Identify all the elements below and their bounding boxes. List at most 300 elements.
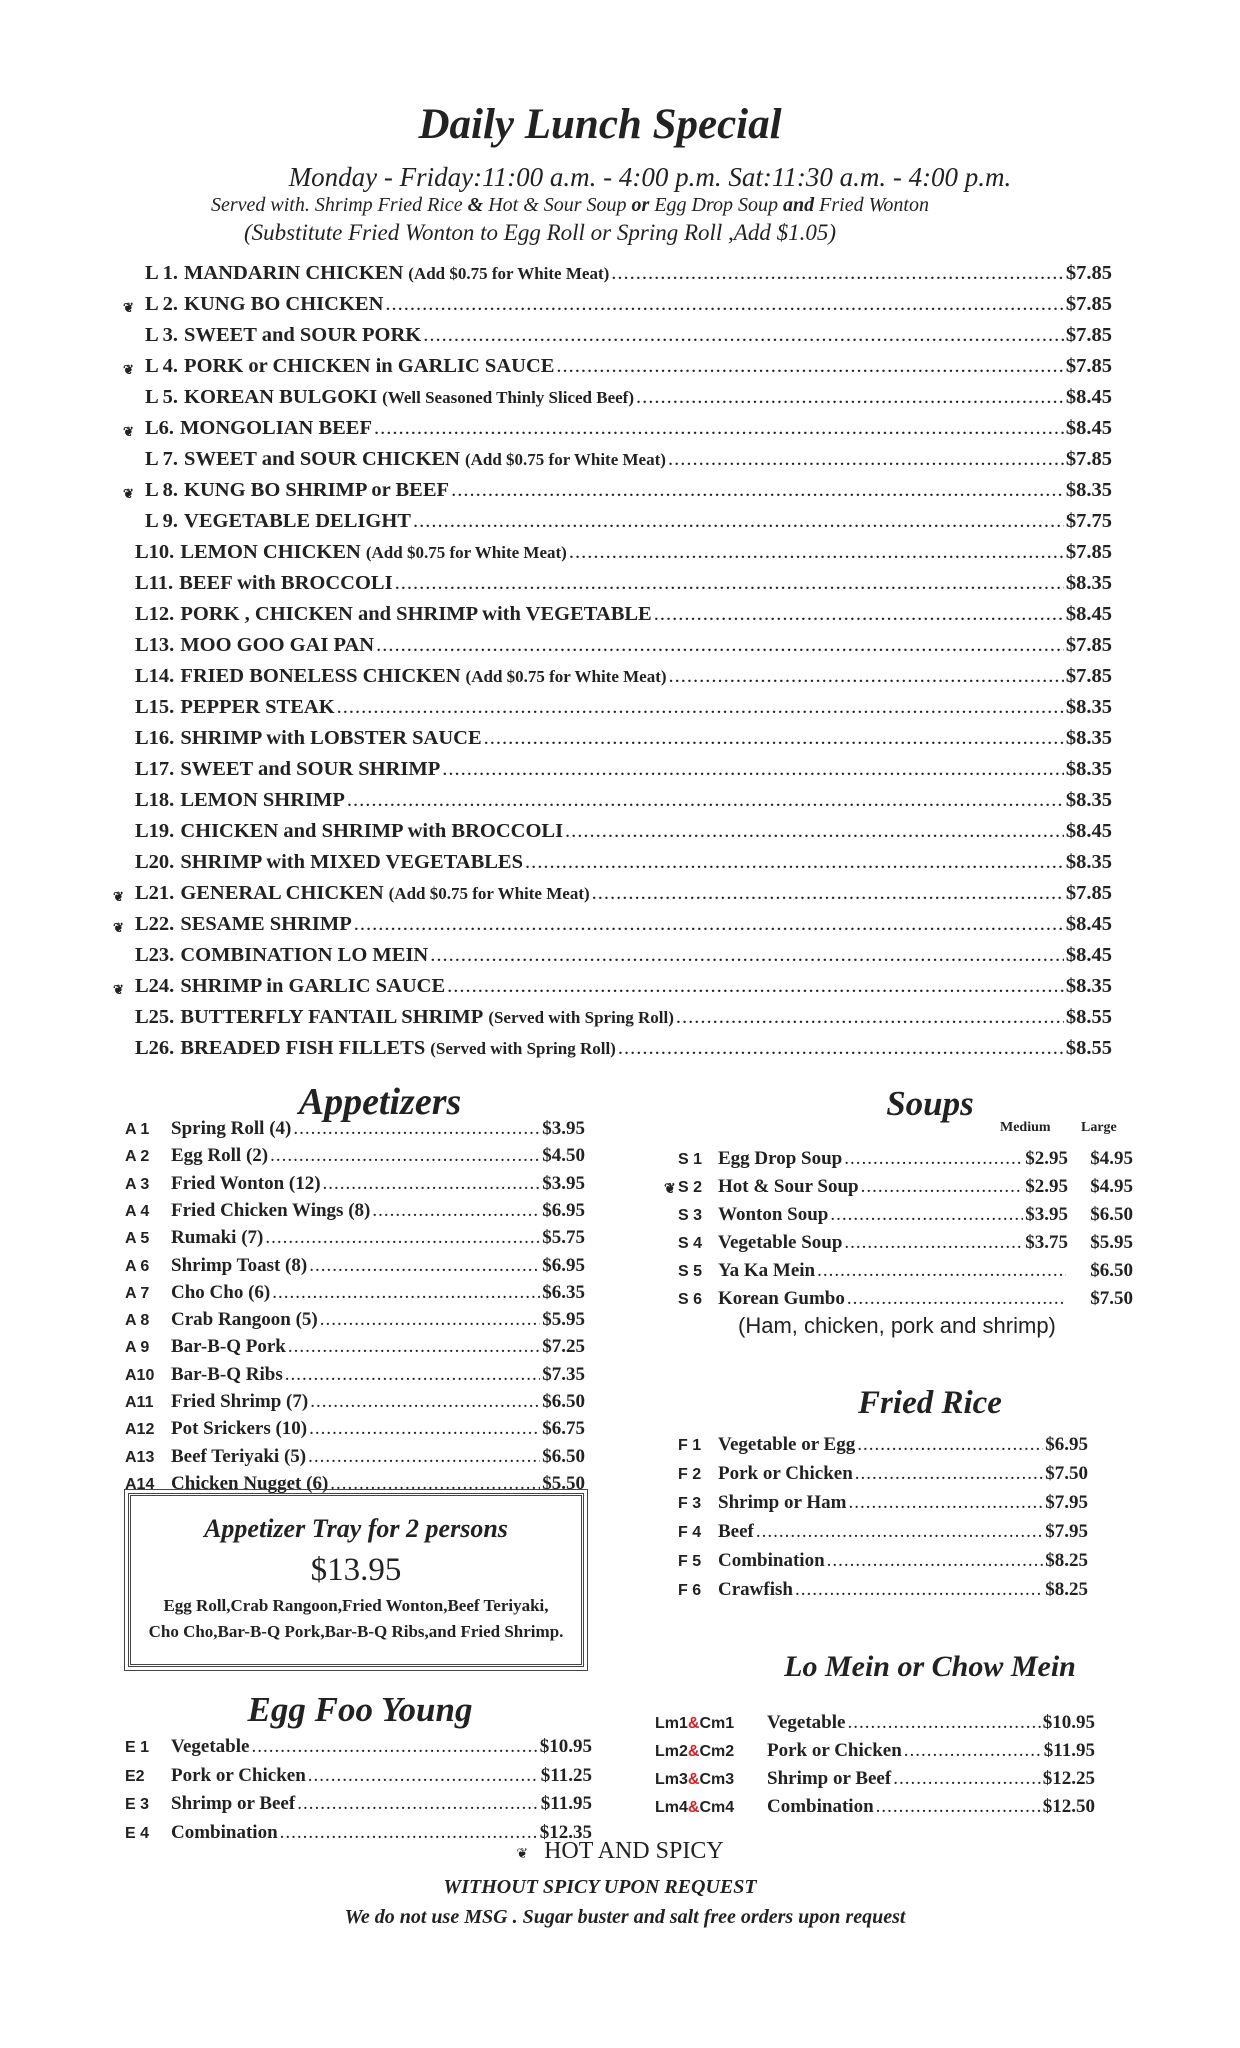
leader-dots bbox=[857, 1434, 1043, 1456]
leader-dots bbox=[354, 913, 1064, 936]
item-name: KOREAN BULGOKI bbox=[184, 386, 378, 408]
lunch-item bbox=[135, 944, 1112, 975]
served-text-2: Hot & Sour Soup bbox=[483, 194, 632, 216]
leader-dots bbox=[893, 1768, 1041, 1790]
tray-price: $13.95 bbox=[310, 1552, 402, 1588]
spicy-legend bbox=[0, 1838, 1240, 1865]
item-code: S 1 bbox=[678, 1151, 703, 1168]
item-name: FRIED BONELESS CHICKEN bbox=[180, 665, 461, 687]
item-code: A14 bbox=[125, 1475, 155, 1493]
hot-pepper-icon: ❦ bbox=[123, 362, 134, 377]
leader-dots bbox=[525, 851, 1064, 874]
lunch-item bbox=[135, 665, 1112, 696]
item-code: L20. bbox=[135, 851, 175, 873]
item-code: S 4 bbox=[678, 1235, 703, 1252]
item-price-large: $4.95 bbox=[1090, 1148, 1133, 1169]
item-name: SHRIMP with MIXED VEGETABLES bbox=[180, 851, 523, 873]
leader-dots bbox=[451, 479, 1064, 502]
leader-dots bbox=[297, 1793, 539, 1815]
served-and: and bbox=[783, 194, 815, 216]
item-code bbox=[655, 1743, 767, 1761]
item-price: $7.50 bbox=[1045, 1463, 1088, 1484]
leader-dots bbox=[395, 572, 1064, 595]
item-price: $7.85 bbox=[1065, 293, 1112, 315]
fried-rice-heading: Fried Rice bbox=[858, 1385, 1002, 1421]
item-code-lo-mein: Lm3 bbox=[655, 1771, 688, 1788]
menu-title: Daily Lunch Special bbox=[418, 101, 782, 148]
legend-text: HOT AND SPICY bbox=[544, 1838, 724, 1864]
menu-item bbox=[125, 1227, 585, 1254]
item-price: $7.85 bbox=[1065, 665, 1112, 687]
menu-item bbox=[125, 1793, 592, 1820]
lo-mein-item bbox=[655, 1712, 1095, 1739]
item-name: Ya Ka Mein bbox=[718, 1260, 816, 1281]
item-code: L24. bbox=[135, 975, 175, 997]
item-price: $6.95 bbox=[542, 1254, 585, 1276]
leader-dots bbox=[669, 665, 1064, 688]
leader-dots bbox=[844, 1148, 1023, 1170]
item-code: E 4 bbox=[125, 1824, 150, 1842]
served-with-line bbox=[0, 194, 1190, 217]
leader-dots bbox=[347, 789, 1064, 812]
item-code: S 6 bbox=[678, 1291, 703, 1308]
item-code: L16. bbox=[135, 727, 175, 749]
item-price: $12.50 bbox=[1042, 1796, 1095, 1817]
item-note: (Well Seasoned Thinly Sliced Beef) bbox=[382, 388, 634, 407]
item-price-medium: $3.95 bbox=[1025, 1204, 1068, 1225]
item-name: Egg Drop Soup bbox=[718, 1148, 843, 1169]
item-price: $7.85 bbox=[1065, 355, 1112, 377]
item-name: Wonton Soup bbox=[718, 1204, 829, 1225]
lunch-item bbox=[135, 851, 1112, 882]
item-name: SWEET and SOUR CHICKEN bbox=[184, 448, 460, 470]
item-name: Spring Roll (4) bbox=[171, 1118, 292, 1139]
item-code: L11. bbox=[135, 572, 174, 594]
item-name: MOO GOO GAI PAN bbox=[180, 634, 375, 656]
menu-item bbox=[125, 1309, 585, 1336]
leader-dots bbox=[430, 944, 1064, 967]
item-name: CHICKEN and SHRIMP with BROCCOLI bbox=[180, 820, 564, 842]
leader-dots bbox=[676, 1006, 1064, 1029]
item-price-large: $6.50 bbox=[1090, 1204, 1133, 1225]
item-code: L6. bbox=[145, 417, 175, 439]
item-name: Beef bbox=[718, 1521, 754, 1542]
item-price: $8.35 bbox=[1065, 975, 1112, 997]
leader-dots bbox=[385, 293, 1064, 316]
item-name: Bar-B-Q Pork bbox=[171, 1336, 286, 1358]
item-code: L 1. bbox=[145, 262, 179, 284]
item-name: Beef Teriyaki (5) bbox=[171, 1445, 307, 1467]
item-name: MANDARIN CHICKEN bbox=[184, 262, 404, 284]
item-price: $3.95 bbox=[542, 1118, 585, 1139]
leader-dots bbox=[592, 882, 1064, 905]
soup-item bbox=[678, 1148, 1133, 1175]
hot-pepper-icon: ❦ bbox=[123, 424, 134, 439]
item-code bbox=[655, 1799, 767, 1817]
item-code: F 6 bbox=[678, 1582, 702, 1599]
item-price: $7.95 bbox=[1045, 1521, 1088, 1542]
item-price-large: $7.50 bbox=[1090, 1288, 1133, 1309]
item-price: $11.25 bbox=[540, 1764, 592, 1786]
leader-dots bbox=[618, 1037, 1064, 1060]
item-price: $5.75 bbox=[542, 1227, 585, 1249]
lunch-item bbox=[135, 696, 1112, 727]
item-price: $7.85 bbox=[1065, 882, 1112, 904]
item-code: A 1 bbox=[125, 1121, 150, 1138]
item-price: $7.35 bbox=[542, 1363, 585, 1385]
item-name: Fried Shrimp (7) bbox=[171, 1391, 309, 1412]
item-name: Egg Roll (2) bbox=[171, 1145, 269, 1167]
item-code: S 5 bbox=[678, 1263, 703, 1280]
item-price: $6.75 bbox=[542, 1418, 585, 1440]
item-code: L21. bbox=[135, 882, 175, 904]
leader-dots bbox=[611, 262, 1064, 285]
menu-item bbox=[125, 1255, 585, 1282]
leader-dots bbox=[374, 417, 1064, 440]
item-price: $11.95 bbox=[540, 1793, 592, 1814]
item-code: L23. bbox=[135, 944, 175, 966]
item-price: $7.85 bbox=[1065, 448, 1112, 470]
soup-item bbox=[678, 1204, 1133, 1231]
ampersand: & bbox=[687, 1743, 700, 1760]
leader-dots bbox=[309, 1255, 540, 1277]
item-price-medium: $2.95 bbox=[1025, 1176, 1068, 1197]
hours-line: Monday - Friday:11:00 a.m. - 4:00 p.m. Sat:11:30 a.m. - 4:00 p.m. bbox=[288, 162, 1012, 192]
item-name: MONGOLIAN BEEF bbox=[180, 417, 372, 439]
lunch-item bbox=[145, 262, 1112, 293]
item-price: $7.75 bbox=[1065, 510, 1112, 532]
item-name: SHRIMP in GARLIC SAUCE bbox=[180, 975, 446, 997]
item-name: COMBINATION LO MEIN bbox=[180, 944, 429, 966]
menu-item bbox=[125, 1391, 585, 1418]
leader-dots bbox=[861, 1176, 1024, 1198]
leader-dots bbox=[847, 1288, 1066, 1310]
item-name: Korean Gumbo bbox=[718, 1288, 845, 1309]
item-code: A 6 bbox=[125, 1257, 150, 1275]
item-name: Shrimp or Beef bbox=[171, 1793, 296, 1814]
appetizer-tray-box bbox=[128, 1493, 584, 1667]
menu-item bbox=[678, 1521, 1088, 1548]
menu-item bbox=[125, 1173, 585, 1200]
leader-dots bbox=[795, 1579, 1043, 1601]
soup-col-large: Large bbox=[1081, 1120, 1117, 1135]
item-name: Shrimp or Beef bbox=[767, 1768, 892, 1789]
menu-item bbox=[678, 1579, 1088, 1606]
item-code: S 3 bbox=[678, 1207, 703, 1224]
item-price-medium: $2.95 bbox=[1025, 1148, 1068, 1169]
hot-pepper-icon: ❦ bbox=[664, 1182, 676, 1197]
item-name: Vegetable bbox=[171, 1736, 250, 1757]
leader-dots bbox=[270, 1145, 540, 1167]
item-code: A 8 bbox=[125, 1312, 150, 1330]
item-name: Crab Rangoon (5) bbox=[171, 1309, 318, 1331]
tray-description bbox=[131, 1593, 581, 1645]
leader-dots bbox=[285, 1364, 541, 1386]
item-note: (Served with Spring Roll) bbox=[430, 1039, 616, 1058]
leader-dots bbox=[817, 1260, 1066, 1282]
hot-pepper-icon: ❦ bbox=[113, 889, 124, 904]
item-name: Pot Srickers (10) bbox=[171, 1418, 308, 1440]
menu-item bbox=[125, 1765, 592, 1792]
item-code: A12 bbox=[125, 1421, 155, 1439]
item-note: (Add $0.75 for White Meat) bbox=[408, 264, 610, 283]
leader-dots bbox=[309, 1418, 540, 1440]
leader-dots bbox=[337, 696, 1064, 719]
leader-dots bbox=[556, 355, 1063, 378]
item-name: GENERAL CHICKEN bbox=[180, 882, 384, 904]
item-name: BREADED FISH FILLETS bbox=[180, 1037, 426, 1059]
leader-dots bbox=[636, 386, 1064, 409]
lunch-item bbox=[113, 882, 1112, 913]
leader-dots bbox=[447, 975, 1064, 998]
item-code: L14. bbox=[135, 665, 175, 687]
item-price: $6.50 bbox=[542, 1445, 585, 1467]
menu-item bbox=[125, 1200, 585, 1227]
item-code: L25. bbox=[135, 1006, 175, 1028]
item-name: Crawfish bbox=[718, 1579, 793, 1600]
hot-pepper-icon: ❦ bbox=[516, 1847, 529, 1862]
lo-mein-heading: Lo Mein or Chow Mein bbox=[784, 1650, 1076, 1683]
soup-item bbox=[678, 1232, 1133, 1259]
lo-mein-item bbox=[655, 1768, 1095, 1795]
item-price: $8.35 bbox=[1065, 696, 1112, 718]
item-price-large: $6.50 bbox=[1090, 1260, 1133, 1281]
served-or: or bbox=[631, 194, 650, 216]
tray-desc-line-1: Egg Roll,Crab Rangoon,Fried Wonton,Beef Teriyaki, bbox=[163, 1596, 549, 1615]
item-price: $8.45 bbox=[1065, 913, 1112, 935]
item-price: $8.35 bbox=[1065, 758, 1112, 780]
item-code: L19. bbox=[135, 820, 175, 842]
item-price: $8.35 bbox=[1065, 572, 1112, 594]
item-name: BEEF with BROCCOLI bbox=[179, 572, 393, 594]
menu-item bbox=[125, 1418, 585, 1445]
egg-foo-young-heading: Egg Foo Young bbox=[247, 1690, 473, 1729]
item-price: $4.50 bbox=[542, 1145, 585, 1167]
leader-dots bbox=[827, 1550, 1044, 1572]
item-price: $3.95 bbox=[542, 1172, 585, 1194]
leader-dots bbox=[293, 1118, 540, 1140]
leader-dots bbox=[847, 1712, 1040, 1734]
leader-dots bbox=[844, 1232, 1023, 1254]
leader-dots bbox=[442, 758, 1064, 781]
item-code: L13. bbox=[135, 634, 175, 656]
item-code: L 2. bbox=[145, 293, 179, 315]
lunch-item bbox=[135, 820, 1112, 851]
item-name: LEMON SHRIMP bbox=[180, 789, 345, 811]
item-name: Cho Cho (6) bbox=[171, 1281, 271, 1303]
lunch-item bbox=[135, 634, 1112, 665]
item-name: SWEET and SOUR SHRIMP bbox=[180, 758, 441, 780]
item-code: F 4 bbox=[678, 1524, 702, 1541]
item-code: A 9 bbox=[125, 1339, 150, 1357]
leader-dots bbox=[272, 1282, 540, 1304]
menu-item bbox=[125, 1282, 585, 1309]
lunch-item bbox=[123, 417, 1112, 448]
item-code: E2 bbox=[125, 1767, 145, 1785]
item-price: $12.25 bbox=[1042, 1768, 1095, 1789]
item-code: A 5 bbox=[125, 1230, 150, 1248]
item-code-chow-mein: Cm4 bbox=[699, 1799, 735, 1816]
item-price-large: $4.95 bbox=[1090, 1176, 1133, 1197]
lunch-item bbox=[135, 789, 1112, 820]
item-name: VEGETABLE DELIGHT bbox=[184, 510, 411, 532]
leader-dots bbox=[484, 727, 1064, 750]
menu-item bbox=[125, 1446, 585, 1473]
item-code: A 7 bbox=[125, 1284, 150, 1302]
item-note: (Add $0.75 for White Meat) bbox=[388, 884, 590, 903]
item-name: Combination bbox=[767, 1796, 874, 1817]
item-name: PORK or CHICKEN in GARLIC SAUCE bbox=[184, 355, 555, 377]
lunch-item bbox=[135, 758, 1112, 789]
item-code: A 4 bbox=[125, 1202, 150, 1220]
item-code: L 7. bbox=[145, 448, 179, 470]
item-name: Fried Wonton (12) bbox=[171, 1172, 321, 1194]
item-price: $8.25 bbox=[1045, 1550, 1088, 1571]
item-code: F 3 bbox=[678, 1495, 702, 1512]
item-name: Vegetable Soup bbox=[718, 1232, 843, 1253]
leader-dots bbox=[565, 820, 1064, 843]
leader-dots bbox=[265, 1227, 540, 1249]
lo-mein-item bbox=[655, 1740, 1095, 1767]
item-name: Vegetable or Egg bbox=[718, 1434, 856, 1455]
menu-item bbox=[125, 1336, 585, 1363]
item-price-large: $5.95 bbox=[1090, 1232, 1133, 1253]
leader-dots bbox=[413, 510, 1064, 533]
item-price: $6.50 bbox=[542, 1391, 585, 1412]
item-code: F 1 bbox=[678, 1437, 702, 1454]
spicy-note: WITHOUT SPICY UPON REQUEST bbox=[443, 1876, 757, 1898]
menu-item bbox=[678, 1550, 1088, 1577]
item-price: $8.45 bbox=[1065, 386, 1112, 408]
item-price: $8.45 bbox=[1065, 603, 1112, 625]
leader-dots bbox=[668, 448, 1064, 471]
item-name: SHRIMP with LOBSTER SAUCE bbox=[180, 727, 482, 749]
lunch-item bbox=[145, 324, 1112, 355]
item-price: $7.85 bbox=[1065, 262, 1112, 284]
item-price: $8.35 bbox=[1065, 789, 1112, 811]
leader-dots bbox=[308, 1446, 540, 1468]
leader-dots bbox=[251, 1736, 537, 1758]
item-price: $8.25 bbox=[1045, 1579, 1088, 1600]
menu-item bbox=[678, 1463, 1088, 1490]
lunch-item bbox=[113, 975, 1112, 1006]
msg-note: We do not use MSG . Sugar buster and salt free orders upon request bbox=[344, 1906, 906, 1928]
menu-item bbox=[125, 1736, 592, 1763]
hot-pepper-icon: ❦ bbox=[123, 486, 134, 501]
lunch-item bbox=[145, 386, 1112, 417]
lunch-item bbox=[145, 510, 1112, 541]
item-code bbox=[655, 1771, 767, 1789]
item-price: $8.45 bbox=[1065, 417, 1112, 439]
appetizers-heading: Appetizers bbox=[298, 1081, 462, 1123]
item-price: $8.35 bbox=[1065, 727, 1112, 749]
hot-pepper-icon: ❦ bbox=[123, 300, 134, 315]
lunch-item bbox=[135, 541, 1112, 572]
item-name: Pork or Chicken bbox=[171, 1764, 306, 1786]
soup-col-medium: Medium bbox=[1000, 1120, 1051, 1135]
item-code: A11 bbox=[125, 1394, 154, 1411]
item-code: L 5. bbox=[145, 386, 179, 408]
item-name: Shrimp or Ham bbox=[718, 1492, 847, 1513]
item-name: Shrimp Toast (8) bbox=[171, 1254, 308, 1276]
ampersand: & bbox=[687, 1715, 700, 1732]
item-price: $10.95 bbox=[1042, 1712, 1095, 1733]
served-text: Served with. Shrimp Fried Rice bbox=[211, 194, 468, 216]
item-price: $11.95 bbox=[1043, 1740, 1095, 1761]
menu-item bbox=[125, 1145, 585, 1172]
lunch-item bbox=[135, 1037, 1112, 1068]
item-price: $8.55 bbox=[1065, 1037, 1112, 1059]
ampersand: & bbox=[687, 1771, 700, 1788]
gumbo-note: (Ham, chicken, pork and shrimp) bbox=[738, 1313, 1056, 1338]
menu-item bbox=[678, 1492, 1088, 1519]
item-price: $6.35 bbox=[542, 1281, 585, 1303]
item-price: $6.95 bbox=[542, 1199, 585, 1221]
item-code: L12. bbox=[135, 603, 175, 625]
ampersand: & bbox=[687, 1799, 700, 1816]
leader-dots bbox=[308, 1765, 539, 1787]
item-name: Pork or Chicken bbox=[718, 1463, 853, 1484]
item-name: Rumaki (7) bbox=[171, 1227, 264, 1249]
item-price: $8.45 bbox=[1065, 820, 1112, 842]
lunch-item bbox=[145, 448, 1112, 479]
item-code-lo-mein: Lm2 bbox=[655, 1743, 688, 1760]
item-code: L 4. bbox=[145, 355, 179, 377]
tray-desc-line-2: Cho Cho,Bar-B-Q Pork,Bar-B-Q Ribs,and Fried Shrimp. bbox=[148, 1622, 564, 1641]
lunch-item bbox=[135, 572, 1112, 603]
leader-dots bbox=[756, 1521, 1043, 1543]
item-code: L 9. bbox=[145, 510, 179, 532]
item-code: A10 bbox=[125, 1366, 155, 1384]
item-code-lo-mein: Lm4 bbox=[655, 1799, 688, 1816]
item-code-chow-mein: Cm2 bbox=[699, 1743, 735, 1760]
leader-dots bbox=[830, 1204, 1023, 1226]
served-text-4: Fried Wonton bbox=[814, 194, 929, 216]
leader-dots bbox=[310, 1391, 540, 1413]
item-code: L 8. bbox=[145, 479, 179, 501]
leader-dots bbox=[654, 603, 1064, 626]
item-price: $7.85 bbox=[1065, 541, 1112, 563]
item-price: $8.55 bbox=[1065, 1006, 1112, 1028]
item-price: $5.50 bbox=[542, 1472, 585, 1494]
item-note: (Served with Spring Roll) bbox=[488, 1008, 674, 1027]
item-name: Vegetable bbox=[767, 1712, 846, 1733]
lunch-item bbox=[123, 293, 1112, 324]
soup-item bbox=[678, 1260, 1133, 1287]
lo-mein-item bbox=[655, 1796, 1095, 1823]
item-code-lo-mein: Lm1 bbox=[655, 1715, 688, 1732]
item-name: Hot & Sour Soup bbox=[718, 1176, 859, 1197]
item-name: Bar-B-Q Ribs bbox=[171, 1363, 283, 1385]
leader-dots bbox=[320, 1309, 541, 1331]
item-name: Fried Chicken Wings (8) bbox=[171, 1199, 371, 1221]
item-note: (Add $0.75 for White Meat) bbox=[465, 667, 667, 686]
leader-dots bbox=[904, 1740, 1042, 1762]
item-price: $7.25 bbox=[542, 1336, 585, 1358]
soup-item bbox=[678, 1288, 1133, 1315]
item-name: Combination bbox=[171, 1821, 278, 1843]
lunch-item bbox=[123, 355, 1112, 386]
item-code: L15. bbox=[135, 696, 175, 718]
menu-item bbox=[678, 1434, 1088, 1461]
leader-dots bbox=[876, 1796, 1041, 1818]
item-code: L18. bbox=[135, 789, 175, 811]
item-price: $10.95 bbox=[539, 1736, 592, 1757]
item-note: (Add $0.75 for White Meat) bbox=[365, 543, 567, 562]
item-name: LEMON CHICKEN bbox=[180, 541, 361, 563]
item-price-medium: $3.75 bbox=[1025, 1232, 1068, 1253]
hot-pepper-icon: ❦ bbox=[113, 982, 124, 997]
